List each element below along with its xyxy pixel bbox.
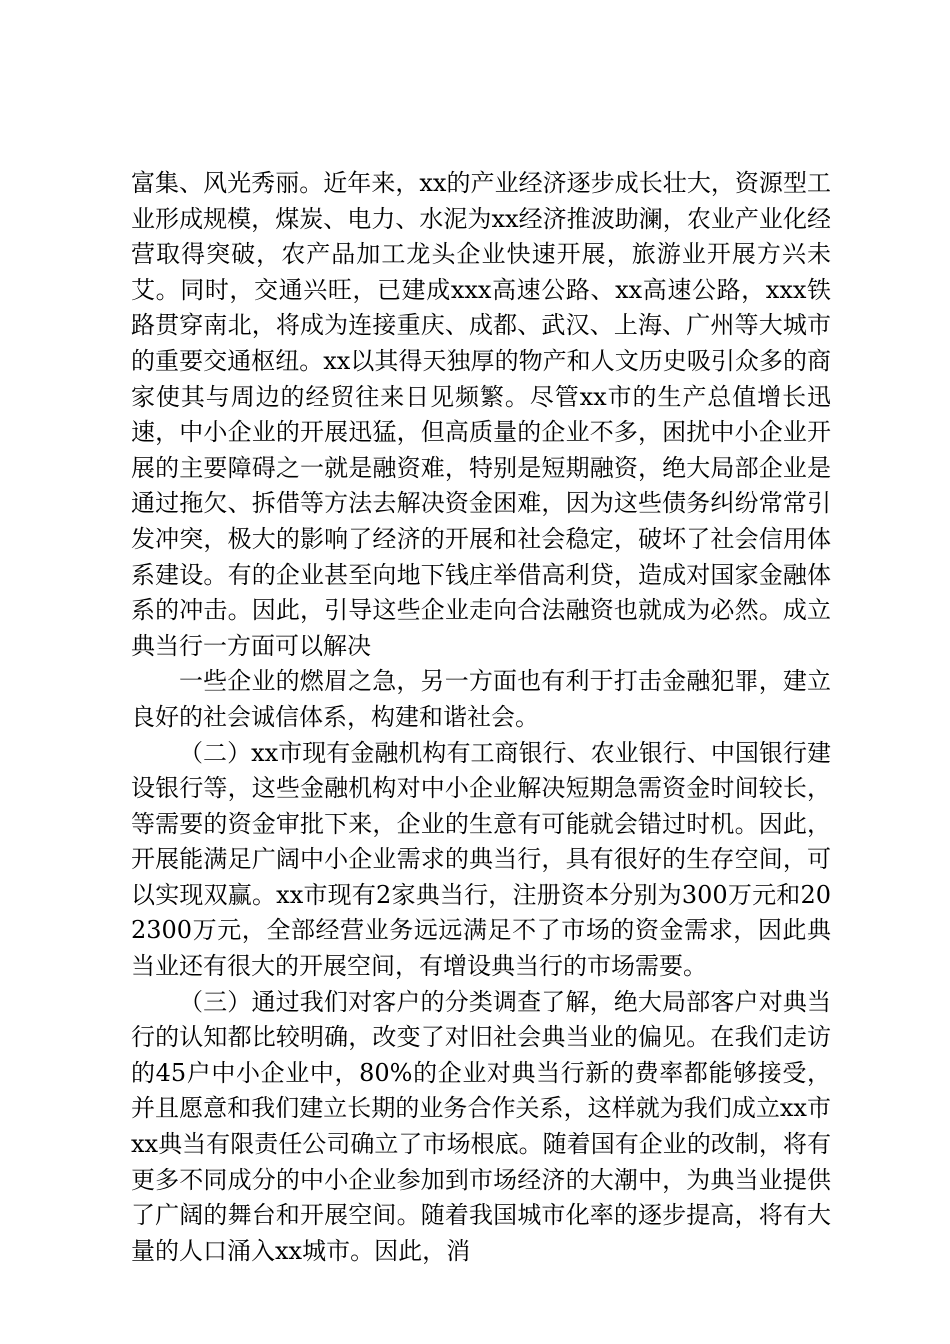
paragraph-3: （二）xx市现有金融机构有工商银行、农业银行、中国银行建设银行等，这些金融机构对中小企业解决短期急需资金时间较长，等需要的资金审批下来，企业的生意有可能就会错过时机。因此，开展能满足广阔中小企业需求的典当行，具有很好的生存空间，可以实现双赢。xx市现有2家典当行，注册资本分别为300万元和202300万元，全部经营业务远远满足不了市场的资金需求，因此典当业还有很大的开展空间，有增设典当行的市场需要。 [131, 738, 831, 981]
paragraph-1: 富集、风光秀丽。近年来，xx的产业经济逐步成长壮大，资源型工业形成规模，煤炭、电力、水泥为xx经济推波助澜，农业产业化经营取得突破，农产品加工龙头企业快速开展，旅游业开展方兴未艾。同时，交通兴旺，已建成xxx高速公路、xx高速公路，xxx铁路贯穿南北，将成为连接重庆、成都、武汉、上海、广州等大城市的重要交通枢纽。xx以其得天独厚的物产和人文历史吸引众多的商家使其与周边的经贸往来日见频繁。尽管xx市的生产总值增长迅速，中小企业的开展迅猛，但高质量的企业不多，困扰中小企业开展的主要障碍之一就是融资难，特别是短期融资，绝大局部企业是通过拖欠、拆借等方法去解决资金困难，因为这些债务纠纷常常引发冲突，极大的影响了经济的开展和社会稳定，破坏了社会信用体系建设。有的企业甚至向地下钱庄举借高利贷，造成对国家金融体系的冲击。因此，引导这些企业走向合法融资也就成为必然。成立典当行一方面可以解决 [131, 169, 831, 660]
paragraph-2: 一些企业的燃眉之急，另一方面也有利于打击金融犯罪，建立良好的社会诚信体系，构建和谐社会。 [131, 667, 831, 731]
document-body [131, 166, 831, 1269]
paragraph-4: （三）通过我们对客户的分类调查了解，绝大局部客户对典当行的认知都比较明确，改变了对旧社会典当业的偏见。在我们走访的45户中小企业中，80%的企业对典当行新的费率都能够接受，并且愿意和我们建立长期的业务合作关系，这样就为我们成立xx市xx典当有限责任公司确立了市场根底。随着国有企业的改制，将有更多不同成分的中小企业参加到市场经济的大潮中，为典当业提供了广阔的舞台和开展空间。随着我国城市化率的逐步提高，将有大量的人口涌入xx城市。因此，消 [131, 987, 831, 1265]
